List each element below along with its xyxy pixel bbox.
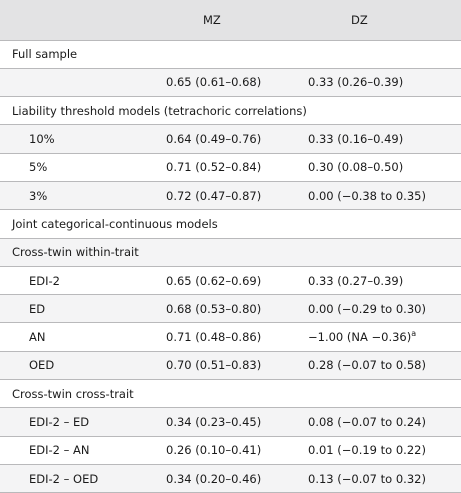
mz-value: 0.70 (0.51–0.83) — [158, 351, 308, 379]
row-label: EDI-2 – ED — [0, 408, 158, 436]
section-label: Cross-twin within-trait — [0, 238, 461, 266]
dz-value: 0.30 (0.08–0.50) — [308, 160, 404, 175]
table-header — [0, 0, 461, 40]
header-mz: MZ — [203, 12, 221, 27]
section-row — [0, 40, 461, 68]
row-label — [0, 68, 158, 96]
section-row — [0, 210, 461, 238]
header-row — [0, 0, 461, 40]
header-dz: DZ — [351, 12, 368, 27]
table-row — [0, 436, 461, 464]
dz-value-cell — [308, 125, 461, 153]
table-row — [0, 153, 461, 181]
dz-value: 0.00 (−0.29 to 0.30) — [308, 301, 426, 316]
dz-value: 0.33 (0.26–0.39) — [308, 75, 404, 90]
mz-value: 0.34 (0.23–0.45) — [158, 408, 308, 436]
table-row — [0, 323, 461, 351]
row-label: EDI-2 — [0, 266, 158, 294]
section-row — [0, 97, 461, 125]
section-row — [0, 238, 461, 266]
dz-value: 0.01 (−0.19 to 0.22) — [308, 443, 426, 458]
table-row — [0, 464, 461, 492]
mz-value: 0.68 (0.53–0.80) — [158, 295, 308, 323]
dz-value: 0.28 (−0.07 to 0.58) — [308, 358, 426, 373]
table-row — [0, 408, 461, 436]
table-row — [0, 266, 461, 294]
mz-value: 0.71 (0.48–0.86) — [158, 323, 308, 351]
mz-value: 0.72 (0.47–0.87) — [158, 181, 308, 209]
dz-value-cell — [308, 464, 461, 492]
mz-value: 0.26 (0.10–0.41) — [158, 436, 308, 464]
dz-value: 0.08 (−0.07 to 0.24) — [308, 415, 426, 429]
row-label: ED — [0, 295, 158, 323]
table-row — [0, 295, 461, 323]
section-label: Full sample — [0, 40, 461, 68]
table-row — [0, 351, 461, 379]
dz-value-cell — [308, 68, 461, 96]
dz-value-cell — [308, 436, 461, 464]
dz-value-cell — [308, 153, 461, 181]
row-label: 5% — [0, 153, 158, 181]
header-blank — [0, 0, 158, 40]
table-row — [0, 181, 461, 209]
dz-value: 0.00 (−0.38 to 0.35) — [308, 188, 426, 203]
row-label: EDI-2 – AN — [0, 436, 158, 464]
dz-value: −1.00 (NA −0.36) — [308, 330, 412, 345]
dz-value-cell — [308, 408, 461, 436]
section-label: Liability threshold models (tetrachoric correlations) — [0, 97, 461, 125]
mz-value: 0.71 (0.52–0.84) — [158, 153, 308, 181]
section-label: Cross-twin cross-trait — [0, 380, 461, 408]
row-label: 10% — [0, 125, 158, 153]
mz-value: 0.65 (0.61–0.68) — [158, 68, 308, 96]
dz-value-cell — [308, 323, 461, 351]
dz-value-cell — [308, 295, 461, 323]
dz-value: 0.13 (−0.07 to 0.32) — [308, 471, 426, 486]
mz-value: 0.34 (0.20–0.46) — [158, 464, 308, 492]
row-label: 3% — [0, 181, 158, 209]
mz-value: 0.64 (0.49–0.76) — [158, 125, 308, 153]
dz-value: 0.33 (0.27–0.39) — [308, 273, 404, 288]
table-body — [0, 40, 461, 493]
dz-value-cell — [308, 351, 461, 379]
section-row — [0, 380, 461, 408]
row-label: OED — [0, 351, 158, 379]
table-row — [0, 68, 461, 96]
section-label: Joint categorical-continuous models — [0, 210, 461, 238]
row-label: EDI-2 – OED — [0, 464, 158, 492]
table-row — [0, 125, 461, 153]
footnote-marker: a — [411, 329, 417, 339]
dz-value-cell — [308, 266, 461, 294]
row-label: AN — [0, 323, 158, 351]
mz-value: 0.65 (0.62–0.69) — [158, 266, 308, 294]
dz-value: 0.33 (0.16–0.49) — [308, 132, 404, 147]
dz-value-cell — [308, 181, 461, 209]
